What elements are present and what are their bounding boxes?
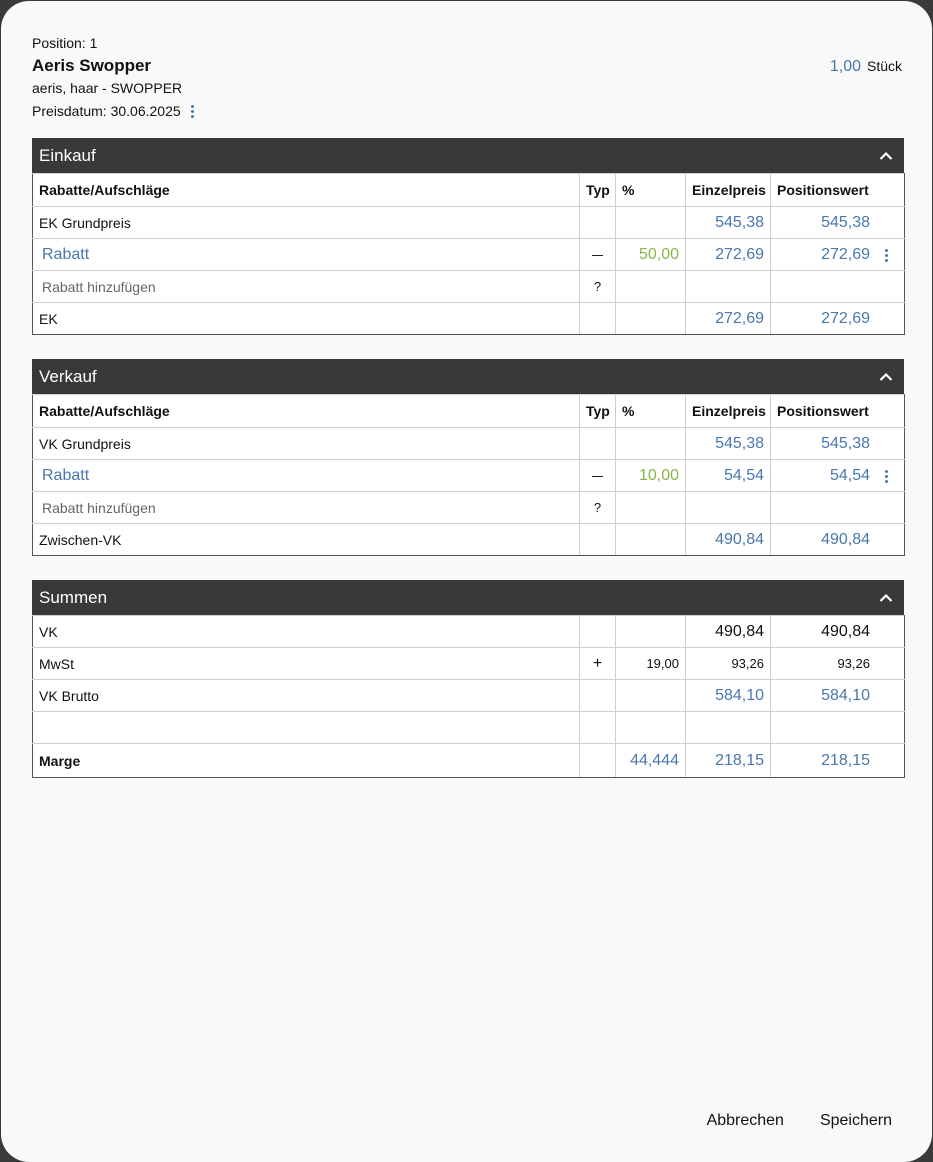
minus-icon — [592, 476, 603, 477]
einzelpreis-value[interactable]: 584,10 — [686, 680, 771, 712]
plus-icon: + — [580, 648, 616, 680]
verkauf-table — [32, 394, 905, 556]
table-row — [33, 524, 905, 556]
einkauf-header[interactable] — [32, 138, 904, 173]
col-pct: % — [616, 174, 686, 207]
typ-cell[interactable] — [580, 239, 616, 271]
col-pos: Positionswert — [771, 174, 905, 207]
einzelpreis-value[interactable]: 545,38 — [686, 428, 771, 460]
col-typ: Typ — [580, 395, 616, 428]
col-label: Rabatte/Aufschläge — [33, 395, 580, 428]
price-dialog — [1, 1, 932, 1162]
position-header — [32, 33, 902, 120]
positionswert-cell — [771, 460, 905, 492]
positionswert-value[interactable]: 545,38 — [771, 207, 905, 239]
add-rabatt-link[interactable]: Rabatt hinzufügen — [33, 492, 580, 524]
percent-value[interactable]: 50,00 — [616, 239, 686, 271]
summen-header[interactable] — [32, 580, 904, 615]
row-label: Marge — [33, 744, 580, 778]
col-label: Rabatte/Aufschläge — [33, 174, 580, 207]
table-row — [33, 207, 905, 239]
einzelpreis-value[interactable]: 54,54 — [686, 460, 771, 492]
rabatt-link[interactable]: Rabatt — [42, 245, 90, 263]
position-number: Position: 1 — [32, 35, 98, 51]
table-row — [33, 744, 905, 778]
col-pos: Positionswert — [771, 395, 905, 428]
positionswert-value[interactable]: 272,69 — [771, 303, 905, 335]
product-subtitle: aeris, haar - SWOPPER — [32, 80, 183, 96]
positionswert-value[interactable]: 584,10 — [771, 680, 905, 712]
col-einzel: Einzelpreis — [686, 395, 771, 428]
minus-icon — [592, 255, 603, 256]
table-row — [33, 428, 905, 460]
positionswert-value: 490,84 — [771, 616, 905, 648]
summen-panel — [32, 580, 904, 778]
quantity-value[interactable]: 1,00 — [829, 58, 861, 75]
row-menu-icon[interactable] — [885, 249, 889, 262]
quantity — [830, 58, 902, 76]
chevron-up-icon[interactable] — [878, 148, 894, 164]
summen-title: Summen — [39, 587, 108, 607]
row-label: EK Grundpreis — [33, 207, 580, 239]
table-row — [33, 239, 905, 271]
positionswert-value: 93,26 — [771, 648, 905, 680]
row-label: MwSt — [33, 648, 580, 680]
save-button[interactable]: Speichern — [819, 1112, 892, 1129]
positionswert-value[interactable]: 218,15 — [771, 744, 905, 778]
table-header-row — [33, 174, 905, 207]
row-menu-icon[interactable] — [885, 470, 889, 483]
col-einzel: Einzelpreis — [686, 174, 771, 207]
row-label: Zwischen-VK — [33, 524, 580, 556]
summen-table — [32, 615, 905, 778]
positionswert-value[interactable]: 545,38 — [771, 428, 905, 460]
row-label: VK Grundpreis — [33, 428, 580, 460]
einkauf-title: Einkauf — [39, 145, 96, 165]
cancel-button[interactable]: Abbrechen — [706, 1112, 784, 1129]
verkauf-title: Verkauf — [39, 366, 97, 386]
typ-select[interactable]: ? — [580, 492, 616, 524]
typ-select[interactable]: ? — [580, 271, 616, 303]
verkauf-panel — [32, 359, 904, 556]
product-name: Aeris Swopper — [32, 56, 152, 75]
rabatt-link[interactable]: Rabatt — [42, 466, 90, 484]
verkauf-header[interactable] — [32, 359, 904, 394]
price-date: Preisdatum: 30.06.2025 — [32, 103, 181, 119]
einzelpreis-value[interactable]: 218,15 — [686, 744, 771, 778]
einzelpreis-value[interactable]: 490,84 — [686, 524, 771, 556]
table-row — [33, 460, 905, 492]
chevron-up-icon[interactable] — [878, 590, 894, 606]
positionswert-cell — [771, 239, 905, 271]
table-row — [33, 303, 905, 335]
add-rabatt-link[interactable]: Rabatt hinzufügen — [33, 271, 580, 303]
table-row — [33, 492, 905, 524]
row-label: VK — [33, 616, 580, 648]
einzelpreis-value: 93,26 — [686, 648, 771, 680]
einkauf-table — [32, 173, 905, 335]
row-label: VK Brutto — [33, 680, 580, 712]
percent-value[interactable]: 10,00 — [616, 460, 686, 492]
table-row — [33, 616, 905, 648]
einzelpreis-value[interactable]: 545,38 — [686, 207, 771, 239]
table-header-row — [33, 395, 905, 428]
positionswert-value[interactable]: 490,84 — [771, 524, 905, 556]
table-row — [33, 648, 905, 680]
positionswert-value[interactable]: 54,54 — [829, 466, 870, 484]
col-typ: Typ — [580, 174, 616, 207]
typ-cell[interactable] — [580, 460, 616, 492]
spacer-row — [33, 712, 905, 744]
col-pct: % — [616, 395, 686, 428]
price-date-row — [32, 102, 902, 120]
row-label: EK — [33, 303, 580, 335]
dialog-footer — [707, 1112, 892, 1130]
percent-value: 19,00 — [616, 648, 686, 680]
table-row — [33, 680, 905, 712]
einzelpreis-value: 490,84 — [686, 616, 771, 648]
chevron-up-icon[interactable] — [878, 369, 894, 385]
einzelpreis-value[interactable]: 272,69 — [686, 303, 771, 335]
quantity-unit: Stück — [866, 58, 902, 74]
positionswert-value[interactable]: 272,69 — [821, 245, 870, 263]
einzelpreis-value[interactable]: 272,69 — [686, 239, 771, 271]
price-date-menu-icon[interactable] — [191, 105, 195, 118]
table-row — [33, 271, 905, 303]
percent-value[interactable]: 44,444 — [616, 744, 686, 778]
einkauf-panel — [32, 138, 904, 335]
